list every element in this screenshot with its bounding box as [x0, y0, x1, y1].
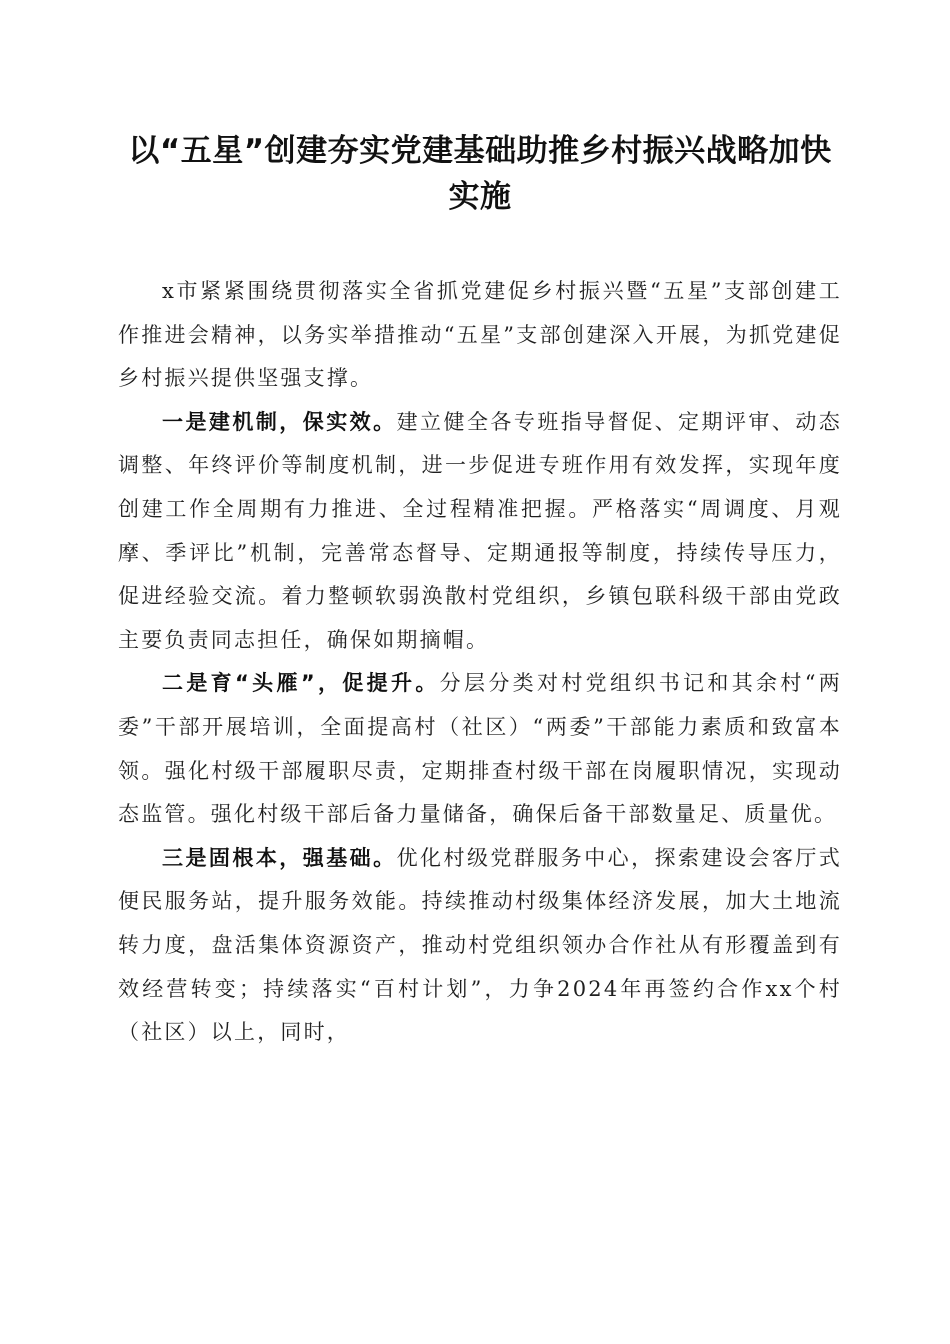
document-page — [118, 128, 842, 1055]
intro-paragraph: x市紧紧围绕贯彻落实全省抓党建促乡村振兴暨“五星”支部创建工作推进会精神，以务实举措推动“五星”支部创建深入开展，为抓党建促乡村振兴提供坚强支撑。 — [118, 279, 842, 391]
section-paragraph-2 — [118, 662, 842, 836]
section-text-2: 分层分类对村党组织书记和其余村“两委”干部开展培训，全面提高村（社区）“两委”干部能力素质和致富本领。强化村级干部履职尽责，定期排查村级干部在岗履职情况，实现动态监管。强化村级干部后备力量储备，确保后备干部数量足、质量优。 — [118, 671, 842, 827]
section-text-3: 优化村级党群服务中心，探索建设会客厅式便民服务站，提升服务效能。持续推动村级集体经济发展，加大土地流转力度，盘活集体资源资产，推动村党组织领办合作社从有形覆盖到有效经营转变；持续落实“百村计划”，力争2024年再签约合作xx个村（社区）以上，同时， — [118, 845, 842, 1045]
document-title: 以“五星”创建夯实党建基础助推乡村振兴战略加快实施 — [128, 133, 832, 215]
section-lead-3: 三是固根本，强基础。 — [162, 845, 397, 870]
section-lead-1: 一是建机制，保实效。 — [162, 409, 397, 434]
section-paragraph-1 — [118, 401, 842, 663]
section-paragraph-3 — [118, 837, 842, 1055]
section-lead-2: 二是育“头雁”，促提升。 — [162, 671, 440, 696]
document-body — [118, 270, 842, 1055]
section-text-1: 建立健全各专班指导督促、定期评审、动态调整、年终评价等制度机制，进一步促进专班作用有效发挥，实现年度创建工作全周期有力推进、全过程精准把握。严格落实“周调度、月观摩、季评比”机制，完善常态督导、定期通报等制度，持续传导压力，促进经验交流。着力整顿软弱涣散村党组织，乡镇包联科级干部由党政主要负责同志担任，确保如期摘帽。 — [118, 409, 842, 652]
